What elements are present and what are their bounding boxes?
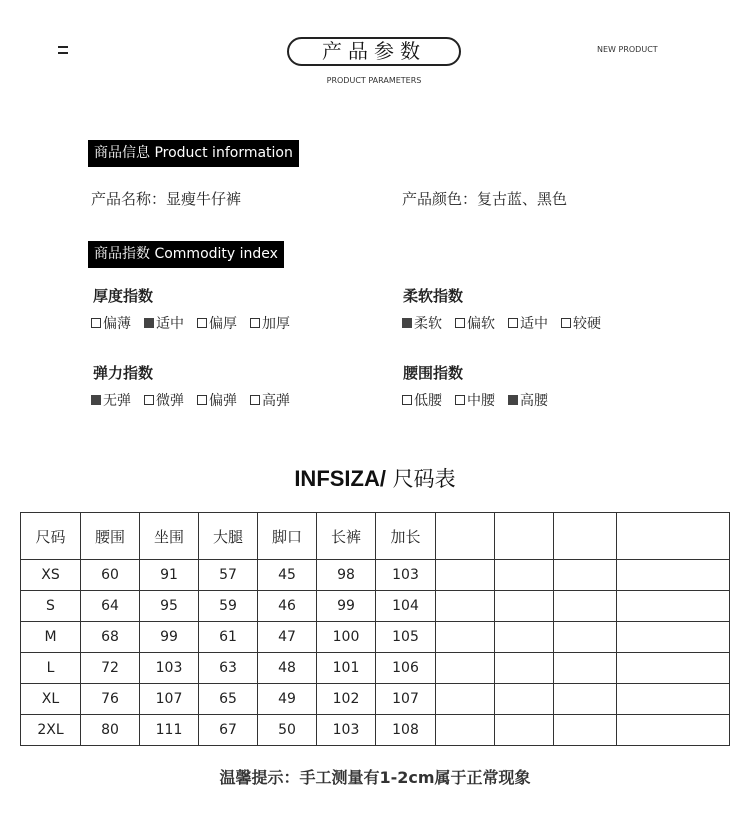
table-cell: 48 xyxy=(258,653,317,684)
table-cell: 103 xyxy=(376,560,436,591)
index-option xyxy=(250,390,290,410)
index-option-label: 适中 xyxy=(520,316,548,332)
checkbox-icon xyxy=(561,318,571,328)
table-cell xyxy=(495,591,554,622)
product-info-tag: 商品信息 Product information xyxy=(88,140,299,167)
table-cell: 61 xyxy=(199,622,258,653)
checkbox-icon xyxy=(508,318,518,328)
table-cell xyxy=(554,684,617,715)
table-cell xyxy=(554,653,617,684)
size-table xyxy=(20,512,730,746)
header-cell xyxy=(495,513,554,560)
header-cell: 大腿 xyxy=(199,513,258,560)
index-option-label: 偏弹 xyxy=(209,393,237,409)
index-option-label: 偏软 xyxy=(467,316,495,332)
table-cell xyxy=(617,684,730,715)
table-cell: 107 xyxy=(376,684,436,715)
index-option xyxy=(508,390,548,410)
index-option xyxy=(197,390,237,410)
checkbox-icon xyxy=(197,395,207,405)
table-cell: 111 xyxy=(140,715,199,746)
header-cell: 尺码 xyxy=(21,513,81,560)
measurement-tip: 温馨提示：手工测量有1-2cm属于正常现象 xyxy=(219,768,531,787)
checked-box-icon xyxy=(508,395,518,405)
table-cell: 103 xyxy=(317,715,376,746)
index-option-label: 无弹 xyxy=(103,393,131,409)
table-row xyxy=(21,591,730,622)
table-cell: 107 xyxy=(140,684,199,715)
index-title: 弹力指数 xyxy=(93,364,154,382)
index-option-label: 微弹 xyxy=(156,393,184,409)
table-cell: 50 xyxy=(258,715,317,746)
checked-box-icon xyxy=(144,318,154,328)
table-cell: 63 xyxy=(199,653,258,684)
table-cell xyxy=(436,715,495,746)
index-option xyxy=(561,313,601,333)
index-option xyxy=(197,313,237,333)
index-option xyxy=(144,313,184,333)
index-option-label: 偏厚 xyxy=(209,316,237,332)
header-cell: 坐围 xyxy=(140,513,199,560)
table-cell: 49 xyxy=(258,684,317,715)
table-cell xyxy=(554,715,617,746)
checkbox-icon xyxy=(197,318,207,328)
table-cell xyxy=(617,560,730,591)
table-cell: 99 xyxy=(317,591,376,622)
table-row xyxy=(21,684,730,715)
table-cell: M xyxy=(21,622,81,653)
index-option xyxy=(402,313,442,333)
table-cell: 64 xyxy=(81,591,140,622)
table-row xyxy=(21,715,730,746)
index-options xyxy=(402,390,561,410)
table-cell: 65 xyxy=(199,684,258,715)
index-option-label: 适中 xyxy=(156,316,184,332)
page-title: 产品参数 xyxy=(287,37,461,66)
table-cell xyxy=(495,715,554,746)
table-cell: 103 xyxy=(140,653,199,684)
table-cell xyxy=(554,591,617,622)
index-title: 柔软指数 xyxy=(403,287,464,305)
table-cell xyxy=(495,653,554,684)
header-cell: 长裤 xyxy=(317,513,376,560)
index-options xyxy=(91,390,303,410)
index-option-label: 高腰 xyxy=(520,393,548,409)
index-option xyxy=(250,313,290,333)
checked-box-icon xyxy=(91,395,101,405)
header-cell: 脚口 xyxy=(258,513,317,560)
index-option-label: 高弹 xyxy=(262,393,290,409)
checkbox-icon xyxy=(91,318,101,328)
page-subtitle: PRODUCT PARAMETERS xyxy=(326,76,422,85)
table-cell: 45 xyxy=(258,560,317,591)
table-cell: 80 xyxy=(81,715,140,746)
index-option xyxy=(455,390,495,410)
size-chart-label: 尺码表 xyxy=(392,467,456,491)
index-options xyxy=(91,313,303,333)
table-cell: 47 xyxy=(258,622,317,653)
header-cell xyxy=(554,513,617,560)
table-cell: 108 xyxy=(376,715,436,746)
table-cell: XL xyxy=(21,684,81,715)
header-cell xyxy=(617,513,730,560)
table-cell xyxy=(554,622,617,653)
table-cell: 95 xyxy=(140,591,199,622)
brand-name: INFSIZA/ xyxy=(294,466,386,491)
new-product-label: NEW PRODUCT xyxy=(597,45,658,54)
table-cell xyxy=(495,560,554,591)
table-cell: XS xyxy=(21,560,81,591)
table-cell xyxy=(617,715,730,746)
checkbox-icon xyxy=(455,318,465,328)
table-cell xyxy=(436,653,495,684)
header-cell: 加长 xyxy=(376,513,436,560)
index-option-label: 较硬 xyxy=(573,316,601,332)
header-cell xyxy=(436,513,495,560)
checkbox-icon xyxy=(144,395,154,405)
index-title: 腰围指数 xyxy=(403,364,464,382)
table-cell xyxy=(436,560,495,591)
index-option xyxy=(91,390,131,410)
table-cell xyxy=(436,684,495,715)
index-option xyxy=(144,390,184,410)
checkbox-icon xyxy=(250,395,260,405)
table-cell: 59 xyxy=(199,591,258,622)
table-cell xyxy=(554,560,617,591)
index-option xyxy=(402,390,442,410)
table-row xyxy=(21,622,730,653)
table-cell: 67 xyxy=(199,715,258,746)
index-option xyxy=(455,313,495,333)
table-cell xyxy=(617,591,730,622)
index-option-label: 偏薄 xyxy=(103,316,131,332)
index-options xyxy=(402,313,614,333)
menu-icon[interactable] xyxy=(58,46,68,55)
table-cell: 104 xyxy=(376,591,436,622)
table-cell xyxy=(617,622,730,653)
table-cell: 46 xyxy=(258,591,317,622)
table-cell: 105 xyxy=(376,622,436,653)
checkbox-icon xyxy=(455,395,465,405)
table-cell: 98 xyxy=(317,560,376,591)
table-row xyxy=(21,560,730,591)
index-option-label: 柔软 xyxy=(414,316,442,332)
header-cell: 腰围 xyxy=(81,513,140,560)
table-cell xyxy=(495,684,554,715)
checked-box-icon xyxy=(402,318,412,328)
table-cell: 76 xyxy=(81,684,140,715)
index-title: 厚度指数 xyxy=(93,287,154,305)
checkbox-icon xyxy=(250,318,260,328)
index-option xyxy=(91,313,131,333)
table-cell: S xyxy=(21,591,81,622)
table-cell: 106 xyxy=(376,653,436,684)
index-option-label: 中腰 xyxy=(467,393,495,409)
table-cell: L xyxy=(21,653,81,684)
table-cell xyxy=(495,622,554,653)
table-cell: 102 xyxy=(317,684,376,715)
table-cell: 100 xyxy=(317,622,376,653)
table-cell xyxy=(436,591,495,622)
table-cell: 2XL xyxy=(21,715,81,746)
table-cell: 68 xyxy=(81,622,140,653)
table-cell: 57 xyxy=(199,560,258,591)
index-option xyxy=(508,313,548,333)
table-header-row xyxy=(21,513,730,560)
table-cell xyxy=(617,653,730,684)
checkbox-icon xyxy=(402,395,412,405)
table-cell: 101 xyxy=(317,653,376,684)
product-color: 产品颜色：复古蓝、黑色 xyxy=(402,190,568,208)
table-row xyxy=(21,653,730,684)
size-chart-title xyxy=(0,463,750,493)
index-option-label: 加厚 xyxy=(262,316,290,332)
index-option-label: 低腰 xyxy=(414,393,442,409)
table-cell: 60 xyxy=(81,560,140,591)
product-name: 产品名称：显瘦牛仔裤 xyxy=(91,190,242,208)
table-cell: 72 xyxy=(81,653,140,684)
table-cell: 91 xyxy=(140,560,199,591)
table-cell xyxy=(436,622,495,653)
table-cell: 99 xyxy=(140,622,199,653)
commodity-index-tag: 商品指数 Commodity index xyxy=(88,241,284,268)
